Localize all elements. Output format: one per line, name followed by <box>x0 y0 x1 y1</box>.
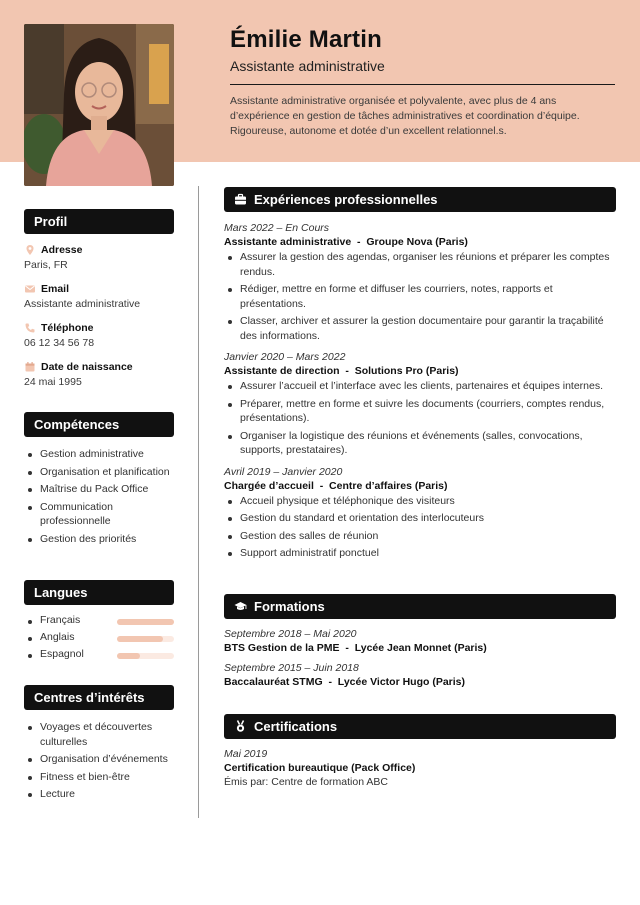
envelope-icon <box>24 283 36 295</box>
email-label-row <box>24 283 174 295</box>
job-bullet: Organiser la logistique des réunions et événements (salles, convocations, supports, prestataires). <box>224 429 616 458</box>
education-line: Baccalauréat STMG - Lycée Victor Hugo (Paris) <box>224 676 466 688</box>
address-value: Paris, FR <box>24 259 68 271</box>
job-bullet: Gestion des salles de réunion <box>224 529 616 544</box>
phone-icon <box>24 322 36 334</box>
job-bullet: Classer, archiver et assurer la gestion documentaire pour garantir la traçabilité des informations. <box>224 314 616 343</box>
job-company: Groupe Nova (Paris) <box>366 236 468 248</box>
interest-item: Lecture <box>24 787 174 802</box>
interests-list <box>24 720 174 802</box>
job-entry <box>224 466 616 561</box>
education-line: BTS Gestion de la PME - Lycée Jean Monnet (Paris) <box>224 642 487 654</box>
skills-heading: Compétences <box>24 412 174 437</box>
profile-section <box>24 209 174 388</box>
language-level-track <box>117 653 174 659</box>
job-company: Centre d’affaires (Paris) <box>329 479 448 492</box>
skills-list <box>24 447 174 546</box>
education-date: Septembre 2015 – Juin 2018 <box>224 662 359 674</box>
birth-value: 24 mai 1995 <box>24 376 82 388</box>
education-school: Lycée Victor Hugo (Paris) <box>337 676 466 688</box>
education-date: Septembre 2018 – Mai 2020 <box>224 628 357 640</box>
medal-icon <box>234 720 247 733</box>
birth-label-row <box>24 361 174 373</box>
certifications-heading: Certifications <box>254 719 338 734</box>
job-company: Solutions Pro (Paris) <box>354 365 459 377</box>
skill-item: Communication professionnelle <box>24 500 174 529</box>
skill-item: Gestion administrative <box>24 447 174 462</box>
language-level-fill <box>117 636 163 642</box>
job-date: Avril 2019 – Janvier 2020 <box>224 465 343 478</box>
job-entry <box>224 351 616 458</box>
email-value: Assistante administrative <box>24 298 141 310</box>
job-role-line: Assistante de direction - Solutions Pro (Paris) <box>224 365 459 377</box>
birth-label: Date de naissance <box>41 361 133 373</box>
interest-item: Voyages et découvertes culturelles <box>24 720 174 749</box>
job-bullet: Accueil physique et téléphonique des visiteurs <box>224 494 616 509</box>
education-heading-bar <box>224 594 616 619</box>
address-label-row <box>24 244 174 256</box>
languages-section <box>24 580 174 665</box>
profile-photo <box>24 24 174 186</box>
experience-heading-bar <box>224 187 616 212</box>
certification-issuer: Émis par: Centre de formation ABC <box>224 776 388 788</box>
languages-heading: Langues <box>24 580 174 605</box>
candidate-title: Assistante administrative <box>230 58 385 74</box>
job-bullets <box>224 494 616 561</box>
job-entry <box>224 222 616 343</box>
job-bullet: Préparer, mettre en forme et suivre les documents (courriers, comptes rendus, présentations). <box>224 397 616 426</box>
education-heading: Formations <box>254 599 325 614</box>
header-divider <box>230 84 615 85</box>
column-divider <box>198 186 199 818</box>
graduation-cap-icon <box>234 600 247 613</box>
language-row <box>24 631 174 648</box>
bullet-dot <box>28 654 32 658</box>
job-role: Chargée d’accueil <box>224 479 314 492</box>
job-role-line: Assistante administrative - Groupe Nova (Paris) <box>224 236 468 248</box>
phone-label-row <box>24 322 174 334</box>
bullet-dot <box>28 620 32 624</box>
job-bullet: Rédiger, mettre en forme et diffuser les courriers, notes, rapports et présentations. <box>224 282 616 311</box>
location-pin-icon <box>24 244 36 256</box>
skills-section <box>24 412 174 549</box>
address-label: Adresse <box>41 244 83 256</box>
profile-heading: Profil <box>24 209 174 234</box>
candidate-name: Émilie Martin <box>230 26 382 53</box>
language-name: Espagnol <box>40 648 84 660</box>
job-bullet: Assurer la gestion des agendas, organiser les réunions et préparer les comptes rendus. <box>224 250 616 279</box>
job-bullet: Support administratif ponctuel <box>224 546 616 561</box>
education-entry <box>224 628 616 654</box>
interest-item: Fitness et bien-être <box>24 770 174 785</box>
education-degree: Baccalauréat STMG <box>224 676 323 688</box>
job-role: Assistante administrative <box>224 236 352 248</box>
language-level-fill <box>117 653 140 659</box>
skill-item: Gestion des priorités <box>24 532 174 547</box>
certifications-section <box>224 714 616 788</box>
email-label: Email <box>41 283 70 295</box>
language-level-track <box>117 636 174 642</box>
certification-date: Mai 2019 <box>224 748 268 760</box>
education-section <box>224 594 616 688</box>
job-bullet: Assurer l’accueil et l’interface avec les clients, partenaires et équipes internes. <box>224 379 616 394</box>
phone-value: 06 12 34 56 78 <box>24 337 95 349</box>
education-school: Lycée Jean Monnet (Paris) <box>354 642 487 654</box>
certification-name: Certification bureautique (Pack Office) <box>224 762 416 774</box>
interest-item: Organisation d’événements <box>24 752 174 767</box>
certification-entry <box>224 748 616 788</box>
job-role: Assistante de direction <box>224 365 340 377</box>
briefcase-icon <box>234 193 247 206</box>
certifications-heading-bar <box>224 714 616 739</box>
job-bullet: Gestion du standard et orientation des interlocuteurs <box>224 511 616 526</box>
job-bullets <box>224 250 616 343</box>
education-degree: BTS Gestion de la PME <box>224 642 340 654</box>
interests-section <box>24 685 174 805</box>
phone-label: Téléphone <box>41 322 94 334</box>
languages-list <box>24 614 174 665</box>
profile-summary: Assistante administrative organisée et polyvalente, avec plus de 4 ans d’expérience en gestion de tâches administratives et coordination d’équipe. Rigoureuse, autonome et dotée d’un excellent relationnel.s. <box>230 95 580 137</box>
language-row <box>24 648 174 665</box>
language-row <box>24 614 174 631</box>
job-date: Mars 2022 – En Cours <box>224 222 330 234</box>
job-bullets <box>224 379 616 458</box>
language-name: Français <box>40 614 81 626</box>
experience-heading: Expériences professionnelles <box>254 192 438 207</box>
education-entry <box>224 662 616 688</box>
skill-item: Organisation et planification <box>24 465 174 480</box>
job-role-line: Chargée d’accueil - Centre d’affaires (Paris) <box>224 479 448 492</box>
bullet-dot <box>28 637 32 641</box>
language-name: Anglais <box>40 631 75 643</box>
interests-heading: Centres d’intérêts <box>24 685 174 710</box>
language-level-track <box>117 619 174 625</box>
calendar-icon <box>24 361 36 373</box>
experience-section <box>224 187 616 564</box>
language-level-fill <box>117 619 174 625</box>
job-date: Janvier 2020 – Mars 2022 <box>224 351 346 363</box>
skill-item: Maîtrise du Pack Office <box>24 482 174 497</box>
